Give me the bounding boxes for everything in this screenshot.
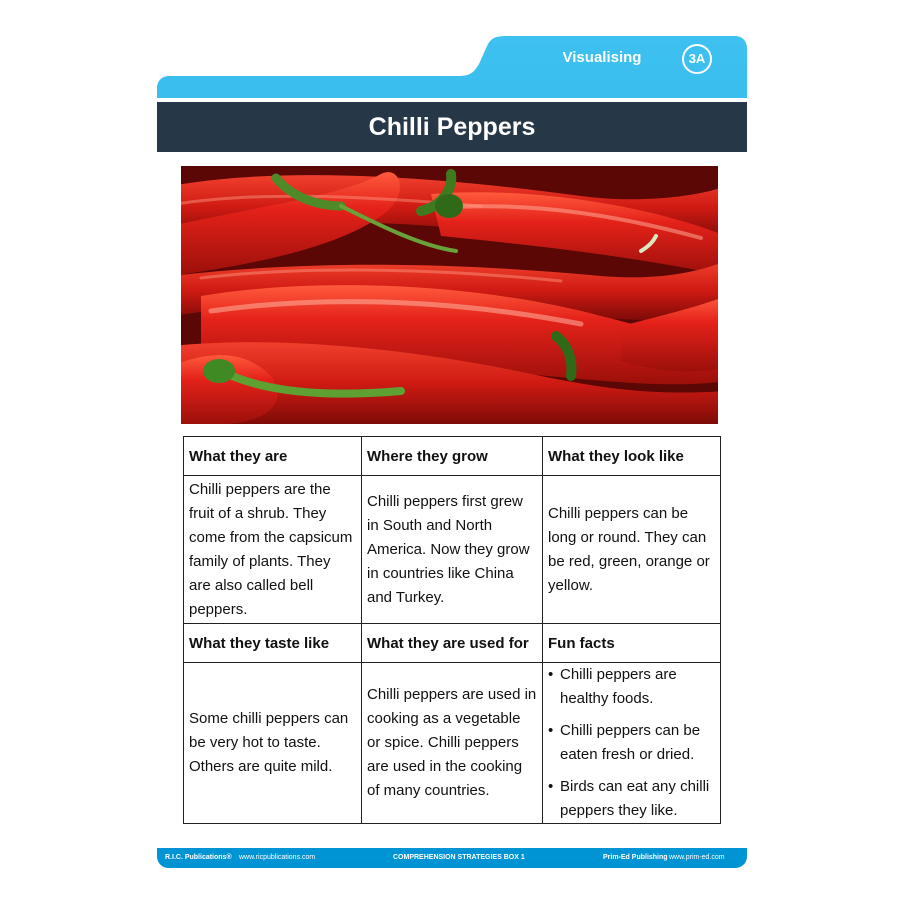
activity-card xyxy=(157,36,747,868)
card-code-badge: 3A xyxy=(682,44,712,74)
list-item: • Chilli peppers can be eaten fresh or dried. xyxy=(548,719,715,767)
list-item: • Birds can eat any chilli peppers they like. xyxy=(548,775,715,823)
header-where-they-grow: Where they grow xyxy=(362,437,543,476)
footer-series: COMPREHENSION STRATEGIES BOX 1 xyxy=(393,854,525,861)
cell-what-they-taste-like: Some chilli peppers can be very hot to taste. Others are quite mild. xyxy=(184,663,362,824)
list-item: • Chilli peppers are healthy foods. xyxy=(548,663,715,711)
header-what-they-are: What they are xyxy=(184,437,362,476)
footer-publisher-right: Prim-Ed Publishing xyxy=(603,854,668,861)
page-title: Chilli Peppers xyxy=(157,102,747,152)
table-header-row xyxy=(184,624,721,663)
table-row xyxy=(184,663,721,824)
footer-url-right: www.prim-ed.com xyxy=(669,854,725,861)
footer-url-left: www.ricpublications.com xyxy=(239,854,316,861)
cell-what-they-are: Chilli peppers are the fruit of a shrub. They come from the capsicum family of plants. They are also called bell peppers. xyxy=(184,476,362,624)
footer-publisher-left: R.I.C. Publications® xyxy=(165,854,232,861)
table-row xyxy=(184,476,721,624)
chilli-pepper-photo xyxy=(181,166,718,424)
footer xyxy=(157,848,747,868)
header-what-they-look-like: What they look like xyxy=(543,437,721,476)
header-what-they-are-used-for: What they are used for xyxy=(362,624,543,663)
cell-where-they-grow: Chilli peppers first grew in South and North America. Now they grow in countries like China and Turkey. xyxy=(362,476,543,624)
cell-what-they-are-used-for: Chilli peppers are used in cooking as a vegetable or spice. Chilli peppers are used in the cooking of many countries. xyxy=(362,663,543,824)
facts-table xyxy=(183,436,721,824)
strategy-label: Visualising xyxy=(562,49,642,66)
table-header-row xyxy=(184,437,721,476)
header-fun-facts: Fun facts xyxy=(543,624,721,663)
fun-facts-list xyxy=(548,663,715,823)
cell-what-they-look-like: Chilli peppers can be long or round. They can be red, green, orange or yellow. xyxy=(543,476,721,624)
cell-fun-facts xyxy=(543,663,721,824)
header-what-they-taste-like: What they taste like xyxy=(184,624,362,663)
